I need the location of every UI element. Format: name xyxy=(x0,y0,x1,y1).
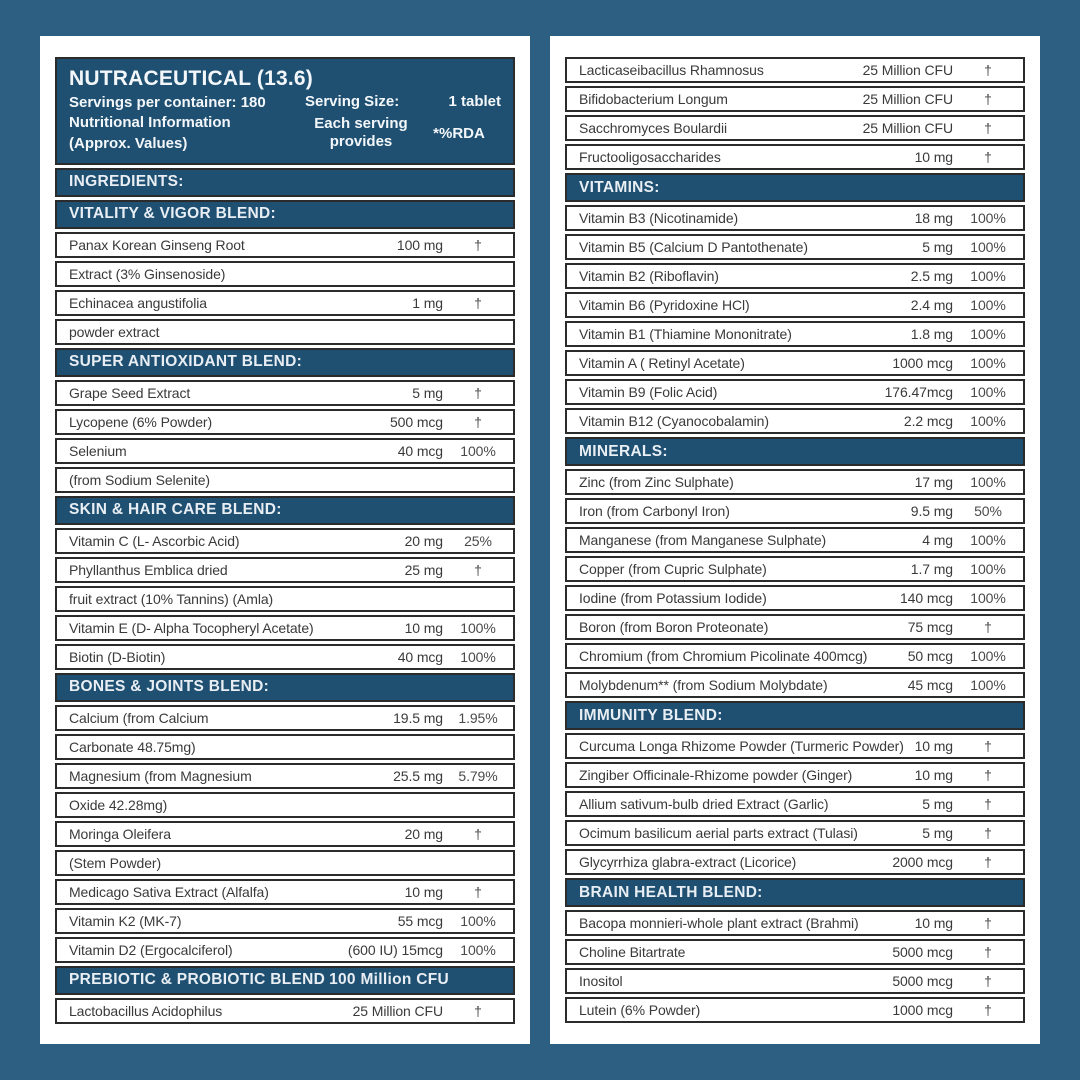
ingredient-rda: † xyxy=(474,236,482,253)
ingredient-rda: † xyxy=(474,384,482,401)
ingredient-amount: 45 mcg xyxy=(907,677,953,693)
ingredient-rda: † xyxy=(474,413,482,430)
ingredient-name: Phyllanthus Emblica dried xyxy=(69,561,228,578)
ingredient-name: Choline Bitartrate xyxy=(579,944,686,960)
section-header-band xyxy=(565,701,1025,730)
ingredient-name: Vitamin E (D- Alpha Tocopheryl Acetate) xyxy=(69,619,314,636)
ingredient-row xyxy=(565,263,1025,289)
ingredient-amount: 5 mg xyxy=(922,825,953,841)
ingredient-amount: 20 mg xyxy=(404,825,443,842)
servings-per-container: Servings per container: 180 xyxy=(69,94,266,112)
ingredient-amount: 1 mg xyxy=(412,294,443,311)
ingredient-amount: 140 mcg xyxy=(900,590,953,606)
ingredient-name: Molybdenum** (from Sodium Molybdate) xyxy=(579,677,828,693)
ingredient-amount: 19.5 mg xyxy=(393,709,443,726)
ingredient-name: Curcuma Longa Rhizome Powder (Turmeric Powder) xyxy=(579,738,904,754)
ingredient-rda: † xyxy=(984,738,992,754)
ingredient-rda: 100% xyxy=(970,532,1006,548)
ingredient-name: Vitamin B12 (Cyanocobalamin) xyxy=(579,413,769,429)
serving-size-value: 1 tablet xyxy=(448,93,501,111)
serving-size-row xyxy=(305,93,501,110)
ingredient-row xyxy=(565,144,1025,170)
ingredient-row xyxy=(565,820,1025,846)
right-facts-table xyxy=(565,57,1025,1023)
ingredient-row xyxy=(55,792,515,818)
ingredient-name: Glycyrrhiza glabra-extract (Licorice) xyxy=(579,854,797,870)
ingredient-rda: 100% xyxy=(970,326,1006,342)
ingredient-name: Magnesium (from Magnesium xyxy=(69,767,252,784)
ingredient-rda: 100% xyxy=(970,210,1006,226)
section-header-band xyxy=(565,173,1025,202)
ingredient-name: Biotin (D-Biotin) xyxy=(69,648,166,665)
ingredient-row xyxy=(565,57,1025,83)
ingredient-row xyxy=(55,380,515,406)
ingredient-row xyxy=(55,261,515,287)
ingredient-row xyxy=(55,615,515,641)
ingredient-amount: 10 mg xyxy=(914,149,953,165)
section-header-band xyxy=(55,200,515,229)
ingredient-amount: 2000 mcg xyxy=(892,854,953,870)
ingredient-amount: 1000 mcg xyxy=(892,355,953,371)
ingredient-rda: 100% xyxy=(970,384,1006,400)
ingredient-row xyxy=(55,908,515,934)
ingredient-rda: † xyxy=(984,120,992,136)
ingredient-amount: 5 mg xyxy=(922,796,953,812)
ingredient-name: Echinacea angustifolia xyxy=(69,294,207,311)
ingredient-rda: 1.95% xyxy=(458,709,498,726)
ingredient-rda: 25% xyxy=(464,532,492,549)
ingredient-rda: † xyxy=(984,973,992,989)
ingredient-rda: † xyxy=(984,915,992,931)
left-panel xyxy=(40,36,530,1044)
ingredient-amount: 5 mg xyxy=(412,384,443,401)
section-header-band xyxy=(55,966,515,995)
ingredient-row xyxy=(565,205,1025,231)
ingredient-row xyxy=(565,791,1025,817)
section-title: MINERALS: xyxy=(579,442,668,460)
ingredient-row xyxy=(565,469,1025,495)
ingredient-name: Vitamin K2 (MK-7) xyxy=(69,912,182,929)
header-info-left xyxy=(69,93,266,154)
ingredient-name: Bacopa monnieri-whole plant extract (Brahmi) xyxy=(579,915,859,931)
ingredient-amount: 17 mg xyxy=(914,474,953,490)
ingredient-rda: 50% xyxy=(974,503,1002,519)
ingredient-amount: 5 mg xyxy=(922,239,953,255)
ingredient-name: Medicago Sativa Extract (Alfalfa) xyxy=(69,883,269,900)
ingredient-rda: † xyxy=(984,619,992,635)
ingredient-rda: † xyxy=(984,1002,992,1018)
nutritional-info-line2: (Approx. Values) xyxy=(69,134,188,152)
ingredient-name: Extract (3% Ginsenoside) xyxy=(69,265,226,282)
ingredient-name: Boron (from Boron Proteonate) xyxy=(579,619,769,635)
right-sections xyxy=(565,57,1025,1023)
ingredient-row xyxy=(565,997,1025,1023)
ingredient-row xyxy=(565,292,1025,318)
ingredient-rda: † xyxy=(984,825,992,841)
ingredient-row xyxy=(565,643,1025,669)
ingredient-name: Sacchromyces Boulardii xyxy=(579,120,727,136)
ingredient-row xyxy=(565,527,1025,553)
nutritional-info-line1: Nutritional Information xyxy=(69,114,231,132)
ingredient-name: Vitamin B6 (Pyridoxine HCl) xyxy=(579,297,750,313)
ingredient-rda: 100% xyxy=(970,413,1006,429)
ingredient-name: Vitamin D2 (Ergocalciferol) xyxy=(69,941,233,958)
ingredient-row xyxy=(565,672,1025,698)
ingredient-row xyxy=(565,234,1025,260)
serving-size-label: Serving Size: xyxy=(305,93,400,111)
section-header-value: 100 Million CFU xyxy=(329,971,449,989)
ingredient-rda: † xyxy=(984,91,992,107)
ingredient-name: Vitamin C (L- Ascorbic Acid) xyxy=(69,532,240,549)
ingredient-rda: 100% xyxy=(970,648,1006,664)
ingredient-row xyxy=(55,467,515,493)
header-info xyxy=(69,93,501,154)
ingredient-rda: † xyxy=(984,944,992,960)
ingredient-row xyxy=(55,644,515,670)
ingredient-row xyxy=(55,557,515,583)
ingredient-amount: 10 mg xyxy=(404,883,443,900)
ingredient-name: Vitamin B3 (Nicotinamide) xyxy=(579,210,739,226)
ingredient-row xyxy=(55,937,515,963)
ingredient-name: Panax Korean Ginseng Root xyxy=(69,236,245,253)
product-title: NUTRACEUTICAL (13.6) xyxy=(69,67,313,90)
ingredient-amount: 25 Million CFU xyxy=(862,120,953,136)
section-header-band xyxy=(55,168,515,197)
ingredient-rda: † xyxy=(474,825,482,842)
rda-column-header: *%RDA xyxy=(433,124,485,142)
section-title: PREBIOTIC & PROBIOTIC BLEND xyxy=(69,971,326,989)
ingredient-row xyxy=(565,849,1025,875)
section-title: IMMUNITY BLEND: xyxy=(579,706,723,724)
ingredient-name: Oxide 42.28mg) xyxy=(69,796,168,813)
ingredient-amount: 1.8 mg xyxy=(910,326,953,342)
ingredient-name: Fructooligosaccharides xyxy=(579,149,721,165)
ingredient-amount: 9.5 mg xyxy=(910,503,953,519)
ingredient-row xyxy=(565,379,1025,405)
ingredient-amount: 25 Million CFU xyxy=(352,1002,443,1019)
section-header-band xyxy=(55,348,515,377)
ingredient-rda: 100% xyxy=(460,442,496,459)
ingredient-rda: † xyxy=(474,1002,482,1019)
ingredient-rda: † xyxy=(984,62,992,78)
ingredient-row xyxy=(55,438,515,464)
ingredient-rda: 100% xyxy=(970,474,1006,490)
ingredient-amount: 176.47mcg xyxy=(884,384,953,400)
ingredient-amount: 2.2 mcg xyxy=(903,413,953,429)
ingredient-amount: (600 IU) 15mcg xyxy=(347,941,443,958)
product-header xyxy=(55,57,515,165)
ingredient-name: Chromium (from Chromium Picolinate 400mcg) xyxy=(579,648,868,664)
ingredient-row xyxy=(55,734,515,760)
ingredient-name: Selenium xyxy=(69,442,127,459)
ingredient-amount: 100 mg xyxy=(396,236,443,253)
ingredient-amount: 55 mcg xyxy=(397,912,443,929)
ingredient-name: Vitamin B1 (Thiamine Mononitrate) xyxy=(579,326,792,342)
ingredient-row xyxy=(565,86,1025,112)
ingredient-row xyxy=(55,821,515,847)
ingredient-rda: † xyxy=(474,294,482,311)
ingredient-amount: 10 mg xyxy=(914,738,953,754)
ingredient-rda: 100% xyxy=(460,619,496,636)
ingredient-rda: 100% xyxy=(970,355,1006,371)
ingredient-amount: 50 mcg xyxy=(907,648,953,664)
ingredient-row xyxy=(565,939,1025,965)
each-serving-provides-label: Each serving provides xyxy=(314,115,408,151)
ingredient-name: Lycopene (6% Powder) xyxy=(69,413,213,430)
ingredient-amount: 10 mg xyxy=(914,915,953,931)
ingredient-name: Grape Seed Extract xyxy=(69,384,191,401)
ingredient-row xyxy=(565,321,1025,347)
ingredient-name: Carbonate 48.75mg) xyxy=(69,738,196,755)
ingredient-amount: 2.4 mg xyxy=(910,297,953,313)
ingredient-name: Lacticaseibacillus Rhamnosus xyxy=(579,62,764,78)
ingredient-rda: 100% xyxy=(970,239,1006,255)
ingredient-name: Vitamin B9 (Folic Acid) xyxy=(579,384,718,400)
ingredient-row xyxy=(565,585,1025,611)
ingredient-name: (from Sodium Selenite) xyxy=(69,471,210,488)
ingredient-rda: † xyxy=(474,883,482,900)
ingredient-row xyxy=(565,968,1025,994)
ingredient-rda: † xyxy=(474,561,482,578)
ingredient-amount: 500 mcg xyxy=(390,413,443,430)
ingredient-name: Lutein (6% Powder) xyxy=(579,1002,701,1018)
ingredient-row xyxy=(55,409,515,435)
header-info-right xyxy=(305,93,501,154)
ingredient-row xyxy=(55,850,515,876)
ingredient-rda: † xyxy=(984,854,992,870)
ingredient-name: fruit extract (10% Tannins) (Amla) xyxy=(69,590,274,607)
ingredient-name: Copper (from Cupric Sulphate) xyxy=(579,561,767,577)
section-header-band xyxy=(55,673,515,702)
ingredient-rda: 5.79% xyxy=(458,767,498,784)
ingredient-name: Moringa Oleifera xyxy=(69,825,171,842)
ingredient-name: Vitamin A ( Retinyl Acetate) xyxy=(579,355,745,371)
ingredient-amount: 25 Million CFU xyxy=(862,91,953,107)
ingredient-name: Vitamin B5 (Calcium D Pantothenate) xyxy=(579,239,808,255)
ingredient-name: Calcium (from Calcium xyxy=(69,709,209,726)
ingredient-name: Allium sativum-bulb dried Extract (Garlic) xyxy=(579,796,829,812)
ingredient-amount: 18 mg xyxy=(914,210,953,226)
section-title: SUPER ANTIOXIDANT BLEND: xyxy=(69,353,303,371)
ingredient-rda: 100% xyxy=(970,297,1006,313)
ingredient-amount: 75 mcg xyxy=(907,619,953,635)
ingredient-amount: 2.5 mg xyxy=(910,268,953,284)
ingredient-amount: 20 mg xyxy=(404,532,443,549)
ingredient-row xyxy=(565,556,1025,582)
ingredient-name: (Stem Powder) xyxy=(69,854,162,871)
ingredient-row xyxy=(55,586,515,612)
ingredient-row xyxy=(55,290,515,316)
ingredient-name: Iodine (from Potassium Iodide) xyxy=(579,590,767,606)
section-title: SKIN & HAIR CARE BLEND: xyxy=(69,501,282,519)
ingredient-row xyxy=(565,910,1025,936)
left-facts-table xyxy=(55,57,515,1024)
ingredient-row xyxy=(55,528,515,554)
ingredient-amount: 25 mg xyxy=(404,561,443,578)
section-title: VITAMINS: xyxy=(579,178,660,196)
ingredient-rda: † xyxy=(984,796,992,812)
section-title: VITALITY & VIGOR BLEND: xyxy=(69,205,276,223)
ingredient-rda: 100% xyxy=(970,268,1006,284)
ingredient-name: Vitamin B2 (Riboflavin) xyxy=(579,268,719,284)
ingredient-amount: 10 mg xyxy=(404,619,443,636)
section-title: INGREDIENTS: xyxy=(69,173,184,191)
left-sections xyxy=(55,168,515,1024)
ingredient-amount: 40 mcg xyxy=(397,442,443,459)
ingredient-row xyxy=(55,319,515,345)
ingredient-name: powder extract xyxy=(69,323,160,340)
ingredient-name: Lactobacillus Acidophilus xyxy=(69,1002,223,1019)
ingredient-name: Inositol xyxy=(579,973,623,989)
ingredient-name: Iron (from Carbonyl Iron) xyxy=(579,503,730,519)
ingredient-row xyxy=(565,408,1025,434)
provides-row xyxy=(305,115,501,151)
ingredient-amount: 5000 mcg xyxy=(892,944,953,960)
ingredient-rda: 100% xyxy=(970,561,1006,577)
ingredient-amount: 5000 mcg xyxy=(892,973,953,989)
ingredient-rda: 100% xyxy=(460,912,496,929)
ingredient-amount: 4 mg xyxy=(922,532,953,548)
ingredient-rda: † xyxy=(984,767,992,783)
ingredient-row xyxy=(55,705,515,731)
ingredient-name: Zingiber Officinale-Rhizome powder (Ginger) xyxy=(579,767,853,783)
ingredient-amount: 10 mg xyxy=(914,767,953,783)
ingredient-row xyxy=(55,879,515,905)
ingredient-rda: 100% xyxy=(460,648,496,665)
ingredient-row xyxy=(565,350,1025,376)
section-title: BRAIN HEALTH BLEND: xyxy=(579,883,763,901)
ingredient-rda: 100% xyxy=(970,677,1006,693)
ingredient-row xyxy=(565,614,1025,640)
right-panel xyxy=(550,36,1040,1044)
ingredient-row xyxy=(565,115,1025,141)
ingredient-row xyxy=(55,998,515,1024)
ingredient-row xyxy=(565,498,1025,524)
ingredient-rda: 100% xyxy=(970,590,1006,606)
ingredient-amount: 25.5 mg xyxy=(393,767,443,784)
section-title: BONES & JOINTS BLEND: xyxy=(69,678,270,696)
ingredient-amount: 1000 mcg xyxy=(892,1002,953,1018)
ingredient-amount: 25 Million CFU xyxy=(862,62,953,78)
ingredient-name: Bifidobacterium Longum xyxy=(579,91,728,107)
section-header-band xyxy=(565,437,1025,466)
ingredient-rda: † xyxy=(984,149,992,165)
ingredient-row xyxy=(55,763,515,789)
section-header-band xyxy=(55,496,515,525)
ingredient-name: Ocimum basilicum aerial parts extract (Tulasi) xyxy=(579,825,858,841)
ingredient-row xyxy=(565,762,1025,788)
ingredient-row xyxy=(55,232,515,258)
section-header-band xyxy=(565,878,1025,907)
ingredient-name: Manganese (from Manganese Sulphate) xyxy=(579,532,827,548)
ingredient-amount: 1.7 mg xyxy=(910,561,953,577)
ingredient-name: Zinc (from Zinc Sulphate) xyxy=(579,474,734,490)
ingredient-row xyxy=(565,733,1025,759)
ingredient-amount: 40 mcg xyxy=(397,648,443,665)
ingredient-rda: 100% xyxy=(460,941,496,958)
